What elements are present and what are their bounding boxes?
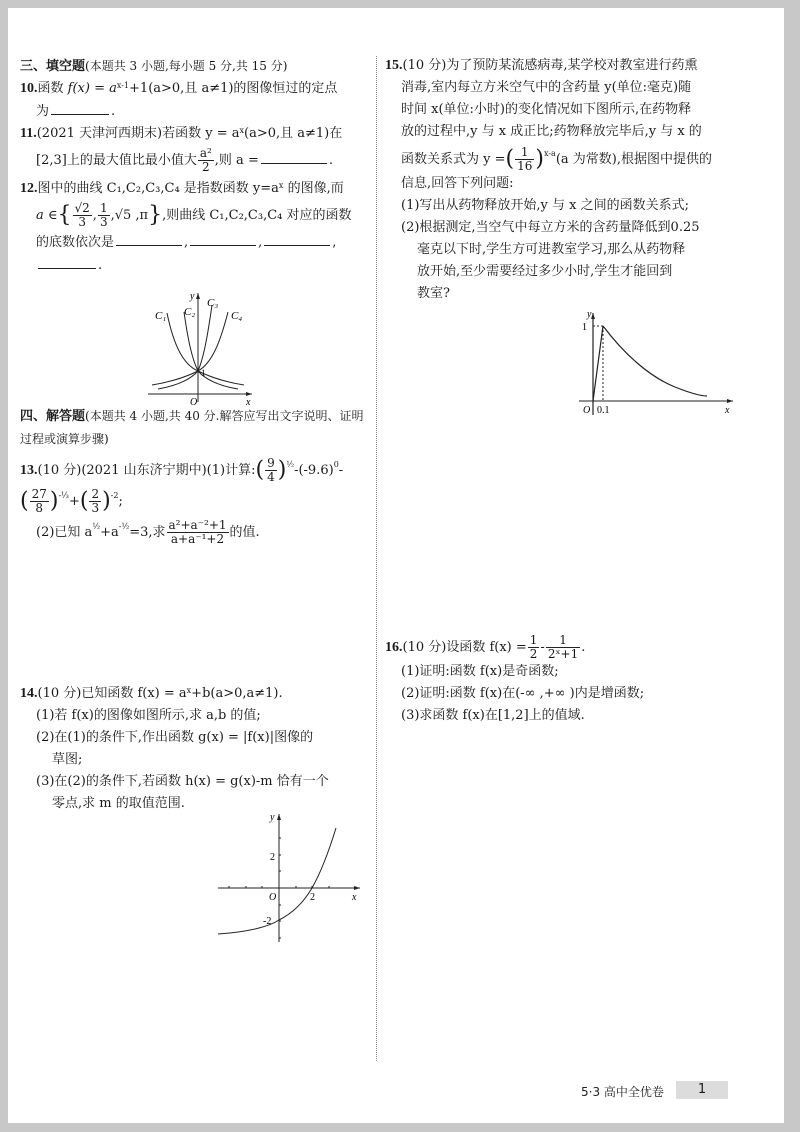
question-12: 12.图中的曲线 C₁,C₂,C₃,C₄ 是指数函数 $y=a^x$ 的图像,而 bbox=[20, 181, 344, 196]
q12-exponential-curves-figure bbox=[140, 285, 260, 405]
right-column bbox=[385, 55, 757, 305]
curve-c2 bbox=[184, 312, 238, 389]
x-axis-arrow bbox=[727, 399, 733, 403]
origin-label: O bbox=[269, 892, 277, 903]
function-curve bbox=[218, 828, 336, 934]
q15-line2: 消毒,室内每立方米空气中的含药量 y(单位:毫克)随 bbox=[401, 80, 692, 95]
curve-c1 bbox=[167, 313, 244, 385]
q16-part2: (2)证明:函数 f(x)在(-∞ ,+∞ )内是增函数; bbox=[401, 686, 645, 701]
column-divider bbox=[376, 56, 377, 1061]
decay-curve bbox=[603, 326, 707, 396]
answer-blank[interactable] bbox=[116, 231, 182, 246]
origin-label: O bbox=[583, 405, 591, 416]
question-16: 16.(10 分)设函数 f(x) = $\frac{1}{2}$ - $\frac{1}{\text{2ˣ+1}}$ . bbox=[385, 633, 586, 661]
q14-part1: (1)若 f(x)的图像如图所示,求 a,b 的值; bbox=[36, 708, 261, 723]
q12-line2: a ∈{ $\frac{√2}{3}$ , $\frac{1}{3}$ ,√5 ,π},则曲线 C₁,C₂,C₃,C₄ 对应的函数 bbox=[36, 201, 352, 229]
y-axis-arrow bbox=[277, 814, 281, 820]
label-c4: C₄ bbox=[231, 310, 243, 322]
rising-segment bbox=[593, 326, 603, 401]
answer-blank[interactable] bbox=[51, 100, 109, 115]
q12-line4: . bbox=[20, 254, 365, 277]
question-13: 13.(10 分)(2021 山东济宁期中)(1)计算:( $\frac{9}{4}$ )$^{\frac{1}{2}}-(-9.6)^0-$ bbox=[20, 456, 344, 484]
axis-label-y: y bbox=[190, 291, 195, 302]
q14-part3: (3)在(2)的条件下,若函数 h(x) = g(x)-m 恰有一个 bbox=[36, 774, 329, 789]
section4-heading: 四、解答题(本题共 4 小题,共 40 分.解答应写出文字说明、证明过程或演算步骤) bbox=[20, 409, 364, 446]
question-14: 14.(10 分)已知函数 $f(x) = a^x+b(a>0,a\ne 1)$. bbox=[20, 686, 283, 701]
question-10: 10.函数 $f(x) = a^{x-1}+1(a>0$,且 a≠1)的图像恒过的定点 bbox=[20, 81, 338, 96]
fraction: $\frac{27}{8}$ bbox=[31, 487, 47, 515]
q13-line2: ( $\frac{27}{8}$ )$^{-\frac{1}{3}}$+( $\frac{2}{3}$ )$^{-2}$; bbox=[20, 487, 123, 515]
axis-label-y: y bbox=[587, 309, 592, 320]
tick-label-y-2: 2 bbox=[270, 852, 275, 863]
left-column-part3 bbox=[20, 683, 365, 815]
answer-blank[interactable] bbox=[261, 149, 327, 164]
q15-drug-concentration-graph bbox=[575, 305, 740, 417]
fraction: $\frac{1}{16}$ bbox=[517, 145, 533, 173]
q10-line2: 为 . bbox=[20, 100, 365, 123]
q16-part1: (1)证明:函数 f(x)是奇函数; bbox=[401, 664, 559, 679]
x-axis-arrow bbox=[246, 392, 252, 396]
tick-label-x-0.1: 0.1 bbox=[597, 405, 610, 416]
q14-part3-cont: 零点,求 m 的取值范围. bbox=[52, 796, 185, 811]
fraction: $\frac{\text{a²}}{2}$ bbox=[199, 146, 212, 174]
q15-part1: (1)写出从药物释放开始,y 与 x 之间的函数关系式; bbox=[401, 198, 689, 213]
q14-exponential-graph bbox=[210, 808, 370, 944]
q14-part2-cont: 草图; bbox=[52, 752, 83, 767]
x-axis-arrow bbox=[354, 886, 360, 890]
axis-label-x: x bbox=[725, 405, 730, 416]
question-15: 15.(10 分)为了预防某流感病毒,某学校对教室进行药熏 bbox=[385, 58, 698, 73]
fraction: $\frac{\text{a²+a⁻²+1}}{\text{a+a⁻¹+2}}$ bbox=[168, 518, 227, 546]
origin-label: O bbox=[190, 397, 198, 405]
axis-label-x: x bbox=[246, 397, 251, 405]
tick-label-y-1: 1 bbox=[582, 322, 587, 333]
fraction: $\frac{1}{3}$ bbox=[99, 201, 108, 229]
fraction: $\frac{9}{4}$ bbox=[267, 456, 275, 484]
q11-line2: [2,3]上的最大值比最小值大 $\frac{\text{a²}}{2}$ ,则 a = . bbox=[36, 146, 333, 174]
left-column bbox=[20, 55, 365, 277]
answer-blank[interactable] bbox=[190, 231, 256, 246]
q15-part2-cont2: 放开始,至少需要经过多少小时,学生才能回到 bbox=[417, 264, 673, 279]
q16-part3: (3)求函数 f(x)在[1,2]上的值域. bbox=[401, 708, 585, 723]
q12-line3: 的底数依次是 , , , bbox=[20, 231, 365, 254]
fraction: $\frac{2}{3}$ bbox=[91, 487, 100, 515]
q15-line5: 函数关系式为 y =( $\frac{1}{16}$ )$^{x-a}$(a 为常数),根据图中提供的 bbox=[401, 145, 712, 173]
fraction: $\frac{1}{2}$ bbox=[529, 633, 538, 661]
fraction: $\frac{√2}{3}$ bbox=[74, 201, 90, 229]
tick-label-x-2: 2 bbox=[310, 892, 315, 903]
label-c1: C₁ bbox=[155, 310, 167, 322]
axis-label-y: y bbox=[270, 812, 275, 823]
tick-label-y-neg2: -2 bbox=[263, 916, 272, 927]
q15-part2-cont3: 教室? bbox=[417, 286, 450, 301]
axis-label-x: x bbox=[352, 892, 357, 903]
q15-line6: 信息,回答下列问题: bbox=[401, 176, 514, 191]
q15-line3: 时间 x(单位:小时)的变化情况如下图所示,在药物释 bbox=[401, 102, 692, 117]
right-column-part2 bbox=[385, 634, 757, 727]
q13-part2: (2)已知 $a^{\frac{1}{2}}+a^{-\frac{1}{2}}=3$,求 $\frac{\text{a²+a⁻²+1}}{\text{a+a⁻¹+2}}$ 的值. bbox=[36, 518, 260, 546]
left-column-part2 bbox=[20, 405, 365, 546]
y-axis-arrow bbox=[591, 313, 595, 319]
q15-part2: (2)根据测定,当空气中每立方米的含药量降低到0.25 bbox=[401, 220, 700, 235]
footer-book-title: 5·3 高中全优卷 bbox=[581, 1085, 664, 1099]
answer-blank[interactable] bbox=[38, 254, 96, 269]
y-axis-arrow bbox=[196, 293, 200, 299]
label-c3: C₃ bbox=[207, 297, 219, 309]
curve-c4 bbox=[152, 312, 228, 385]
fraction: $\frac{1}{\text{2ˣ+1}}$ bbox=[547, 633, 579, 661]
page-number: 1 bbox=[676, 1081, 728, 1099]
q15-part2-cont1: 毫克以下时,学生方可进教室学习,那么从药物释 bbox=[417, 242, 686, 257]
q15-line4: 放的过程中,y 与 x 成正比;药物释放完毕后,y 与 x 的 bbox=[401, 124, 702, 139]
question-11: 11.(2021 天津河西期末)若函数 $y = a^x(a>0$,且 a≠1)在 bbox=[20, 126, 343, 141]
answer-blank[interactable] bbox=[264, 231, 330, 246]
point-label: 1 bbox=[201, 368, 206, 378]
q14-part2: (2)在(1)的条件下,作出函数 g(x) = |f(x)|图像的 bbox=[36, 730, 314, 745]
label-c2: C₂ bbox=[184, 306, 196, 318]
section3-heading: 三、填空题(本题共 3 小题,每小题 5 分,共 15 分) bbox=[20, 59, 288, 74]
